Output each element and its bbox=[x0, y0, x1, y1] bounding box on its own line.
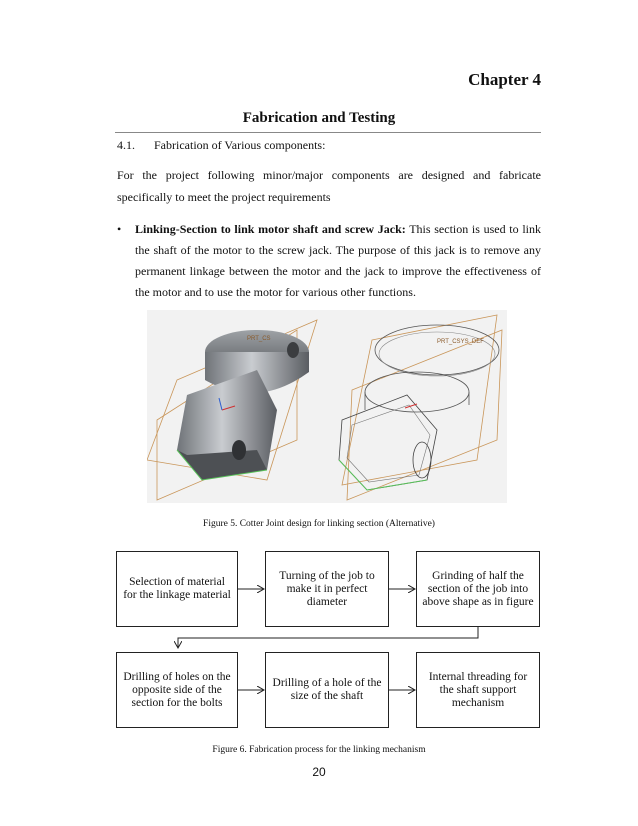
flow-step-5: Drilling of a hole of the size of the shaft bbox=[265, 652, 389, 728]
page-number: 20 bbox=[312, 765, 326, 779]
bullet-heading: Linking-Section to link motor shaft and screw Jack: bbox=[135, 222, 406, 236]
cad-label-right: PRT_CSYS_DEF bbox=[437, 339, 484, 345]
figure6-caption: Figure 6. Fabrication process for the linking mechanism bbox=[212, 745, 426, 755]
intro-paragraph: For the project following minor/major components are designed and fabricate specifically to meet the project requirements bbox=[117, 168, 541, 204]
flow-step-1: Selection of material for the linkage material bbox=[116, 551, 238, 627]
cad-label-left: PRT_CS bbox=[247, 336, 271, 342]
flow-step-4: Drilling of holes on the opposite side of the section for the bolts bbox=[116, 652, 238, 728]
chapter-heading: Chapter 4 bbox=[468, 70, 541, 89]
flow-step-3: Grinding of half the section of the job into above shape as in figure bbox=[416, 551, 540, 627]
section-number: 4.1. bbox=[117, 138, 135, 152]
flow-step-6: Internal threading for the shaft support mechanism bbox=[416, 652, 540, 728]
figure5-caption: Figure 5. Cotter Joint design for linking section (Alternative) bbox=[203, 519, 435, 529]
bullet-text: This section is used to link the shaft of the motor to the screw jack. The purpose of this jack is to remove any permanent linkage between the motor and the jack to improve the effectiveness of the motor and to use the motor for various other functions. bbox=[135, 222, 541, 299]
section-title: Fabrication of Various components: bbox=[154, 138, 326, 152]
page-title: Fabrication and Testing bbox=[242, 110, 396, 126]
flow-step-2: Turning of the job to make it in perfect diameter bbox=[265, 551, 389, 627]
bullet-icon: • bbox=[117, 222, 122, 236]
